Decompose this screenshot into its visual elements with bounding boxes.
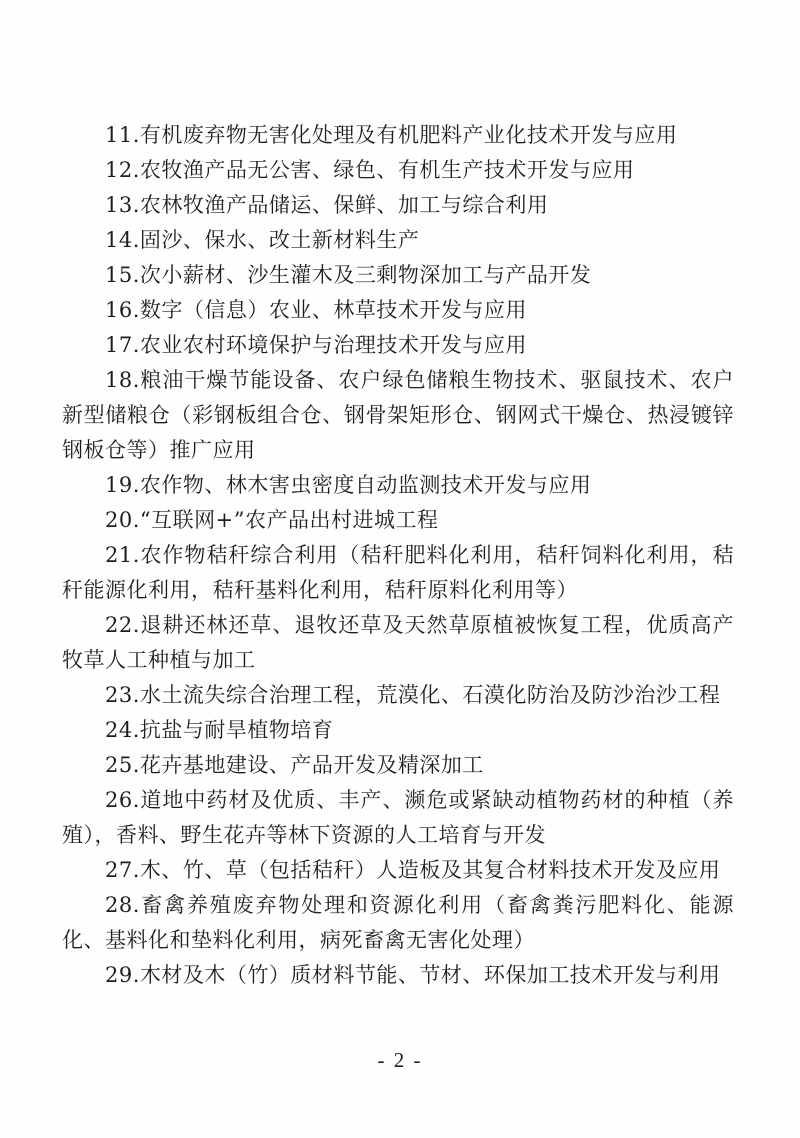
list-item: 28.畜禽养殖废弃物处理和资源化利用（畜禽粪污肥料化、能源化、基料化和垫料化利用，病死畜禽无害化处理） [62,893,734,952]
list-item: 19.农作物、林木害虫密度自动监测技术开发与应用 [105,473,592,497]
list-item: 11.有机废弃物无害化处理及有机肥料产业化技术开发与应用 [105,123,678,147]
list-item: 13.农林牧渔产品储运、保鲜、加工与综合利用 [105,193,549,217]
list-item: 26.道地中药材及优质、丰产、濒危或紧缺动植物药材的种植（养殖），香料、野生花卉等林下资源的人工培育与开发 [62,788,734,847]
page-number: - 2 - [377,1048,423,1072]
list-item: 20.“互联网+”农产品出村进城工程 [105,508,439,532]
list-item: 12.农牧渔产品无公害、绿色、有机生产技术开发与应用 [105,158,635,182]
list-item: 24.抗盐与耐旱植物培育 [105,718,334,742]
list-item: 18.粮油干燥节能设备、农户绿色储粮生物技术、驱鼠技术、农户新型储粮仓（彩钢板组合仓、钢骨架矩形仓、钢网式干燥仓、热浸镀锌钢板仓等）推广应用 [62,368,734,462]
list-item: 16.数字（信息）农业、林草技术开发与应用 [105,298,527,322]
list-item: 17.农业农村环境保护与治理技术开发与应用 [105,333,527,357]
item-list [62,118,734,993]
list-item: 21.农作物秸秆综合利用（秸秆肥料化利用，秸秆饲料化利用，秸秆能源化利用，秸秆基料化利用，秸秆原料化利用等） [62,543,734,602]
list-item: 27.木、竹、草（包括秸秆）人造板及其复合材料技术开发及应用 [105,858,721,882]
list-item: 29.木材及木（竹）质材料节能、节材、环保加工技术开发与利用 [105,963,721,987]
list-item: 14.固沙、保水、改土新材料生产 [105,228,420,252]
list-item: 15.次小薪材、沙生灌木及三剩物深加工与产品开发 [105,263,592,287]
list-item: 23.水土流失综合治理工程，荒漠化、石漠化防治及防沙治沙工程 [105,683,721,707]
list-item: 25.花卉基地建设、产品开发及精深加工 [105,753,484,777]
list-item: 22.退耕还林还草、退牧还草及天然草原植被恢复工程，优质高产牧草人工种植与加工 [62,613,734,672]
